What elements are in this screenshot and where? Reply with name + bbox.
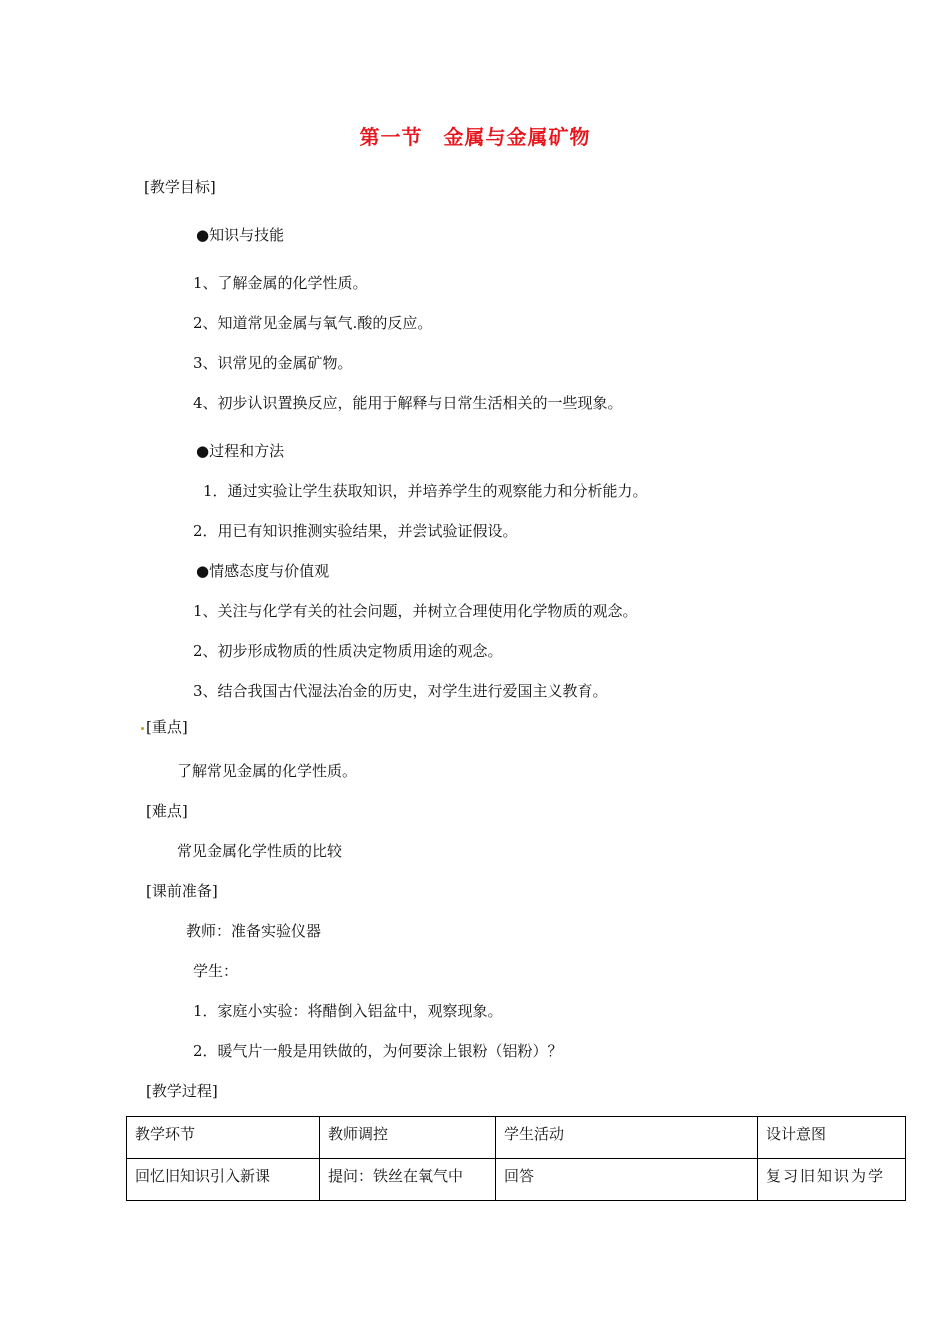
prep-student: 学生： — [193, 962, 239, 980]
prep-student-item: 2．暖气片一般是用铁做的，为何要涂上银粉（铝粉）？ — [193, 1042, 563, 1060]
table-header-row — [127, 1117, 906, 1159]
marker-dot — [141, 727, 144, 730]
emotion-item: 2、初步形成物质的性质决定物质用途的观念。 — [193, 642, 503, 660]
knowledge-item: 2、知道常见金属与氧气.酸的反应。 — [193, 314, 433, 332]
process-item: 2．用已有知识推测实验结果，并尝试验证假设。 — [193, 522, 518, 540]
prep-teacher: 教师：准备实验仪器 — [186, 922, 322, 940]
knowledge-heading: ●知识与技能 — [196, 226, 285, 244]
table-header-cell: 设计意图 — [758, 1117, 906, 1159]
table-header-cell: 教师调控 — [320, 1117, 496, 1159]
knowledge-item: 3、识常见的金属矿物。 — [193, 354, 353, 372]
key-text: 了解常见金属的化学性质。 — [177, 762, 358, 780]
knowledge-item: 1、了解金属的化学性质。 — [193, 274, 368, 292]
emotion-item: 3、结合我国古代湿法冶金的历史，对学生进行爱国主义教育。 — [193, 682, 608, 700]
objectives-heading: [教学目标] — [144, 178, 216, 196]
prep-heading: [课前准备] — [146, 882, 218, 900]
key-heading: [重点] — [146, 718, 188, 736]
difficulty-heading: [难点] — [146, 802, 188, 820]
process-item: 1．通过实验让学生获取知识，并培养学生的观察能力和分析能力。 — [203, 482, 648, 500]
process-heading: ●过程和方法 — [196, 442, 285, 460]
knowledge-item: 4、初步认识置换反应，能用于解释与日常生活相关的一些现象。 — [193, 394, 623, 412]
table-cell: 回忆旧知识引入新课 — [127, 1159, 320, 1201]
table-row — [127, 1159, 906, 1201]
teaching-process-heading: [教学过程] — [146, 1082, 218, 1100]
table-cell: 回答 — [496, 1159, 758, 1201]
difficulty-text: 常见金属化学性质的比较 — [177, 842, 343, 860]
table-header-cell: 学生活动 — [496, 1117, 758, 1159]
table-cell: 提问：铁丝在氧气中 — [320, 1159, 496, 1201]
teaching-process-table — [126, 1116, 906, 1201]
table-header-cell: 教学环节 — [127, 1117, 320, 1159]
prep-student-item: 1．家庭小实验：将醋倒入铝盆中，观察现象。 — [193, 1002, 503, 1020]
page-title: 第一节 金属与金属矿物 — [359, 125, 591, 149]
emotion-item: 1、关注与化学有关的社会问题，并树立合理使用化学物质的观念。 — [193, 602, 638, 620]
emotion-heading: ●情感态度与价值观 — [196, 562, 330, 580]
table-cell: 复习旧知识为学 — [758, 1159, 906, 1201]
